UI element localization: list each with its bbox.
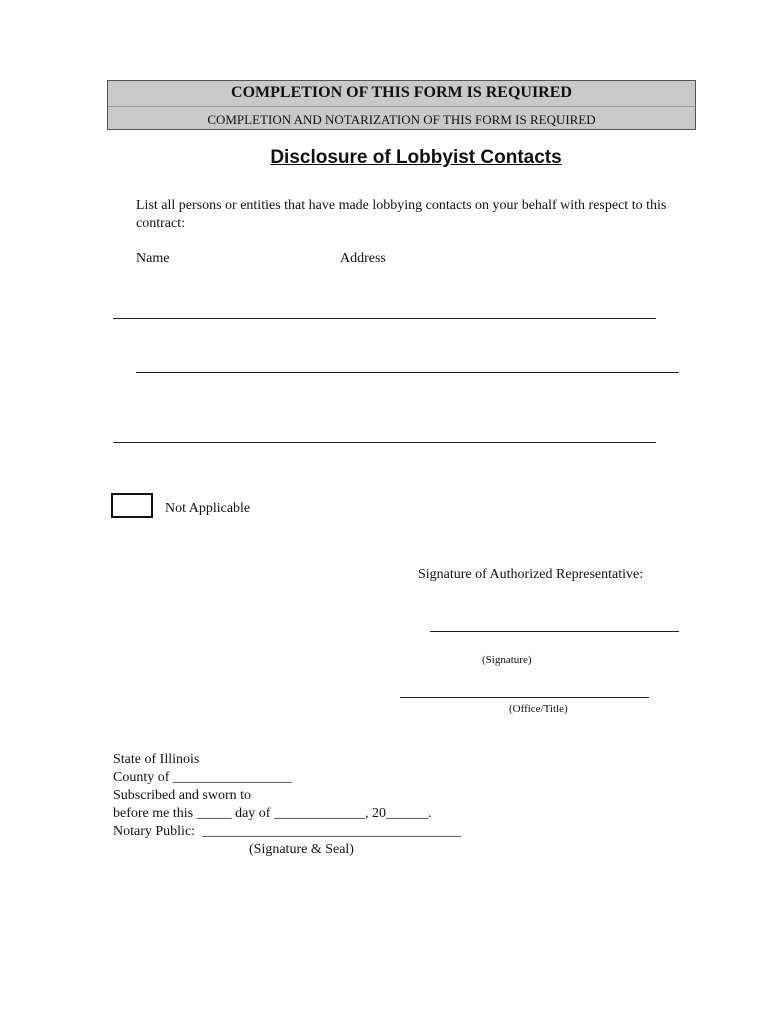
county-line[interactable]: County of _________________: [113, 770, 292, 785]
signature-caption: (Signature): [482, 654, 532, 666]
seal-caption: (Signature & Seal): [249, 842, 354, 857]
contact-entry-line-3[interactable]: [113, 442, 656, 443]
address-column-label: Address: [340, 251, 386, 266]
signature-line[interactable]: [430, 631, 679, 632]
state-line: State of Illinois: [113, 752, 200, 767]
office-title-line[interactable]: [400, 697, 649, 698]
form-header-box: [107, 80, 696, 130]
required-notice: COMPLETION OF THIS FORM IS REQUIRED: [231, 84, 572, 101]
form-title: Disclosure of Lobbyist Contacts: [270, 147, 562, 168]
sworn-date-line[interactable]: before me this _____ day of _____________, 20______.: [113, 806, 432, 821]
contact-entry-line-2[interactable]: [136, 372, 679, 373]
notary-public-line[interactable]: Notary Public: _____________________________________: [113, 824, 462, 839]
notarization-notice: COMPLETION AND NOTARIZATION OF THIS FORM IS REQUIRED: [207, 112, 596, 127]
not-applicable-checkbox[interactable]: [111, 493, 153, 518]
notary-block: [113, 751, 461, 859]
not-applicable-label: Not Applicable: [165, 501, 251, 516]
signature-heading: Signature of Authorized Representative:: [418, 567, 644, 582]
office-title-caption: (Office/Title): [509, 703, 568, 715]
subscribed-line: Subscribed and sworn to: [113, 788, 252, 803]
contact-entry-line-1[interactable]: [113, 318, 656, 319]
name-column-label: Name: [136, 251, 170, 266]
instructions-text: List all persons or entities that have made lobbying contacts on your behalf with respect to this contract:: [136, 198, 667, 231]
header-divider: [108, 106, 695, 107]
